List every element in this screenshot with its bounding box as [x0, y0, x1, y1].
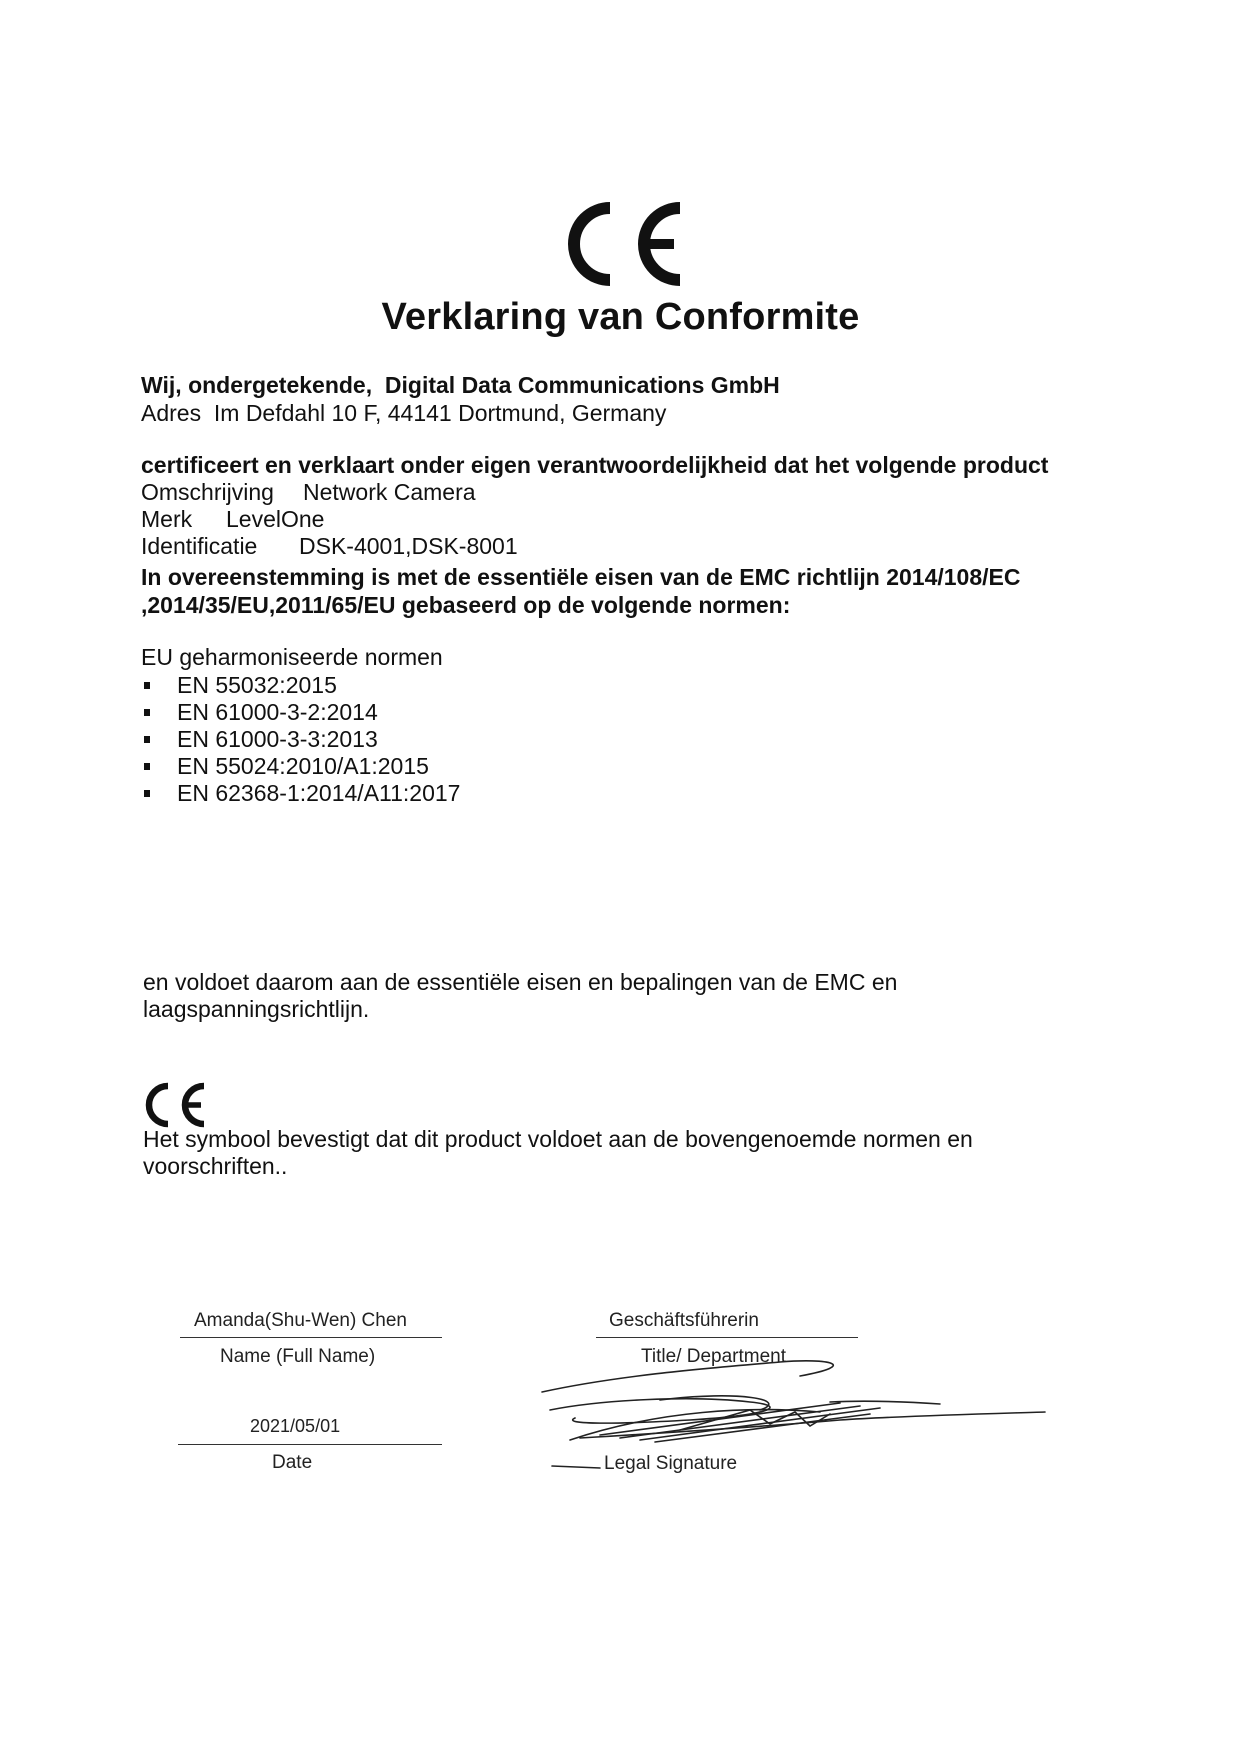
ce-mark-small-icon — [143, 1081, 209, 1129]
standard-item: EN 55032:2015 — [142, 672, 460, 699]
name-label: Name (Full Name) — [220, 1346, 376, 1367]
conformity-line-2: ,2014/35/EU,2011/65/EU gebaseerd op de volgende normen: — [141, 592, 791, 618]
signatory-title: Geschäftsführerin — [609, 1310, 759, 1331]
description-label: Omschrijving — [141, 479, 274, 505]
title-divider — [596, 1337, 858, 1338]
standards-list — [142, 672, 460, 807]
brand-label: Merk — [141, 506, 193, 532]
name-divider — [180, 1337, 442, 1338]
brand-value: LevelOne — [226, 506, 325, 532]
standard-item: EN 62368-1:2014/A11:2017 — [142, 780, 460, 807]
declarant-line — [141, 372, 780, 399]
address-label: Adres — [141, 400, 202, 426]
compliance-line-2: laagspanningsrichtlijn. — [143, 996, 370, 1022]
standard-item: EN 55024:2010/A1:2015 — [142, 753, 460, 780]
identification-line — [141, 533, 518, 560]
ce-mark-logo — [562, 198, 690, 290]
standard-item: EN 61000-3-3:2013 — [142, 726, 460, 753]
compliance-line-1: en voldoet daarom aan de essentiële eisen en bepalingen van de EMC en — [143, 969, 898, 995]
identification-label: Identificatie — [141, 533, 258, 559]
brand-line — [141, 506, 324, 533]
standards-heading: EU geharmoniseerde normen — [141, 644, 443, 670]
title-label: Title/ Department — [641, 1346, 787, 1367]
company-name: Digital Data Communications GmbH — [384, 372, 780, 398]
date-label: Date — [272, 1452, 313, 1473]
conformity-line-1: In overeenstemming is met de essentiële eisen van de EMC richtlijn 2014/108/EC — [141, 564, 1021, 590]
identification-value: DSK-4001,DSK-8001 — [299, 533, 518, 559]
standard-item: EN 61000-3-2:2014 — [142, 699, 460, 726]
description-line — [141, 479, 476, 506]
address-value: Im Defdahl 10 F, 44141 Dortmund, Germany — [213, 400, 667, 426]
symbol-note-line-1: Het symbool bevestigt dat dit product voldoet aan de bovengenoemde normen en — [143, 1126, 973, 1152]
page-title: Verklaring van Conformite — [381, 296, 860, 338]
legal-signature-label: Legal Signature — [604, 1453, 738, 1474]
certify-statement: certificeert en verklaart onder eigen verantwoordelijkheid dat het volgende product — [141, 452, 1049, 478]
declarant-intro: Wij, ondergetekende, — [141, 372, 373, 398]
signatory-name: Amanda(Shu-Wen) Chen — [194, 1310, 407, 1331]
date-value: 2021/05/01 — [250, 1416, 341, 1436]
date-divider — [178, 1444, 442, 1445]
description-value: Network Camera — [303, 479, 476, 505]
symbol-note-line-2: voorschriften.. — [143, 1153, 288, 1179]
address-line — [141, 400, 666, 427]
